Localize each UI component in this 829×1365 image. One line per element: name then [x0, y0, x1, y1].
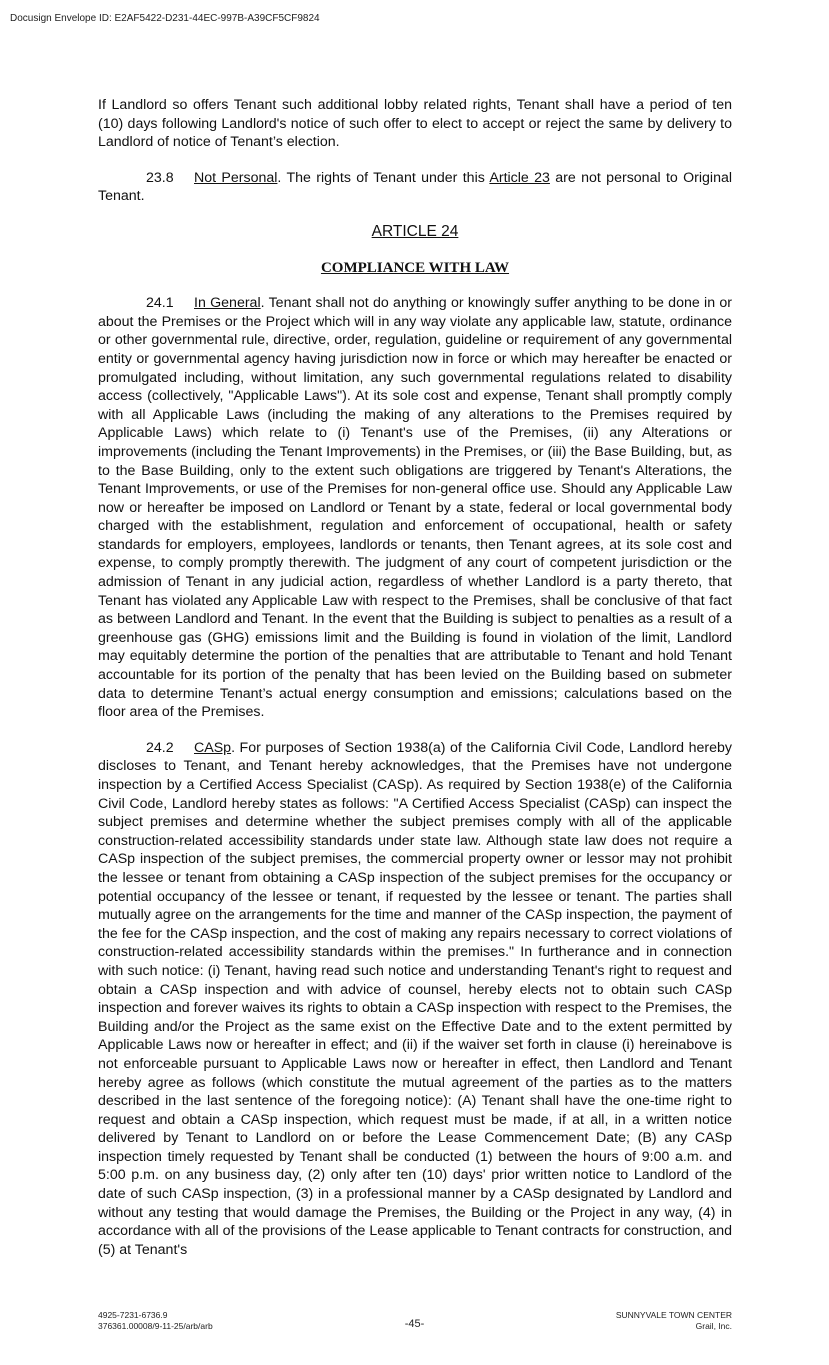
article-label [98, 223, 732, 242]
lobby-rights-paragraph: If Landlord so offers Tenant such additional lobby related rights, Tenant shall have a period of ten (10) days following Landlord's notice of such offer to elect to accept or reject the same by delivery to Landlord of notice of Tenant’s election. [98, 97, 732, 151]
section-title: Not Personal [194, 169, 278, 186]
section-text: . Tenant shall not do anything or knowingly suffer anything to be done in or about the Premises or the Project which will in any way violate any applicable law, statute, ordinance or other governmental rule, directive, order, regulation, guideline or requirement of any governmental entity or governmental agency having jurisdiction now in force or which may hereafter be enacted or promulgated including, without limitation, any such governmental regulations related to disability access (collectively, "Applicable Laws"). At its sole cost and expense, Tenant shall promptly comply with all Applicable Laws (including the making of any alterations to the Premises required by Applicable Laws) which relate to (i) Tenant's use of the Premises, (ii) any Alterations or improvements (including the Tenant Improvements) in the Premises, or (iii) the Base Building, but, as to the Base Building, only to the extent such obligations are triggered by Tenant's Alterations, the Tenant Improvements, or use of the Premises for non-general office use. Should any Applicable Law now or hereafter be imposed on Landlord or Tenant by a state, federal or local governmental body charged with the establishment, regulation and enforcement of occupational, health or safety standards for employers, employees, landlords or tenants, then Tenant agrees, at its sole cost and expense, to comply promptly therewith. The judgment of any court of competent jurisdiction or the admission of Tenant in any judicial action, regardless of whether Landlord is a party thereto, that Tenant has violated any Applicable Law with respect to the Premises, shall be conclusive of that fact as between Landlord and Tenant. In the event that the Building is subject to penalties as a result of a greenhouse gas (GHG) emissions limit and the Building is found in violation of the limit, Landlord may equitably determine the portion of the penalties that are attributable to Tenant and hold Tenant accountable for its portion of the penalty that has been levied on the Building based on submeter data to determine Tenant’s actual energy consumption and emissions; calculations based on the floor area of the Premises. [98, 295, 732, 721]
doc-number: 4925-7231-6736.9 [98, 1310, 168, 1320]
section-text-end: are not personal to Original Tenant. [98, 169, 733, 205]
article-label-text: ARTICLE 24 [371, 222, 459, 240]
page-number: -45- [404, 1318, 425, 1330]
section-text: . The rights of Tenant under this [277, 169, 490, 186]
section-title: CASp [194, 739, 232, 756]
section-23-8 [98, 169, 732, 206]
section-number: 24.1 [146, 295, 174, 312]
file-reference: 376361.00008/9-11-25/arb/arb [98, 1321, 213, 1331]
section-24-2 [98, 739, 732, 1260]
project-name: SUNNYVALE TOWN CENTER [615, 1310, 732, 1320]
section-24-1 [98, 294, 732, 722]
footer-right [616, 1310, 732, 1332]
tenant-name: Grail, Inc. [695, 1321, 732, 1331]
envelope-id: Docusign Envelope ID: E2AF5422-D231-44EC-997B-A39CF5CF9824 [10, 13, 320, 24]
article-heading: COMPLIANCE WITH LAW [320, 259, 510, 276]
article-reference: Article 23 [489, 169, 550, 186]
section-title: In General [194, 295, 261, 312]
section-number: 24.2 [146, 739, 174, 756]
section-number: 23.8 [146, 169, 174, 186]
section-text: . For purposes of Section 1938(a) of the California Civil Code, Landlord hereby discloses to Tenant, and Tenant hereby acknowledges, that the Premises have not undergone inspection by a Certified Access Specialist (CASp). As required by Section 1938(e) of the California Civil Code, Landlord hereby states as follows: "A Certified Access Specialist (CASp) can inspect the subject premises and determine whether the subject premises comply with all of the applicable construction-related accessibility standards under state law. Although state law does not require a CASp inspection of the subject premises, the commercial property owner or lessor may not prohibit the lessee or tenant from obtaining a CASp inspection of the subject premises for the occupancy or potential occupancy of the lessee or tenant, if requested by the lessee or tenant. The parties shall mutually agree on the arrangements for the time and manner of the CASp inspection, the payment of the fee for the CASp inspection, and the cost of making any repairs necessary to correct violations of construction-related accessibility standards within the premises." In furtherance and in connection with such notice: (i) Tenant, having read such notice and understanding Tenant's right to request and obtain a CASp inspection and with advice of counsel, hereby elects not to obtain such CASp inspection and forever waives its rights to obtain a CASp inspection with respect to the Premises, the Building and/or the Project as the same exist on the Effective Date and to the extent permitted by Applicable Laws now or hereafter in effect; and (ii) if the waiver set forth in clause (i) hereinabove is not enforceable pursuant to Applicable Laws now or hereafter in effect, then Landlord and Tenant hereby agree as follows (which constitute the mutual agreement of the parties as to the matters described in the last sentence of the foregoing notice): (A) Tenant shall have the one-time right to request and obtain a CASp inspection, which request must be made, if at all, in a written notice delivered by Tenant to Landlord on or before the Lease Commencement Date; (B) any CASp inspection timely requested by Tenant shall be conducted (1) between the hours of 9:00 a.m. and 5:00 p.m. on any business day, (2) only after ten (10) days' prior written notice to Landlord of the date of such CASp inspection, (3) in a professional manner by a CASp designated by Landlord and without any testing that would damage the Premises, the Building or the Project in any way, (4) in accordance with all of the provisions of the Lease applicable to Tenant contracts for construction, and (5) at Tenant's [98, 739, 732, 1258]
document-body [98, 96, 732, 1259]
